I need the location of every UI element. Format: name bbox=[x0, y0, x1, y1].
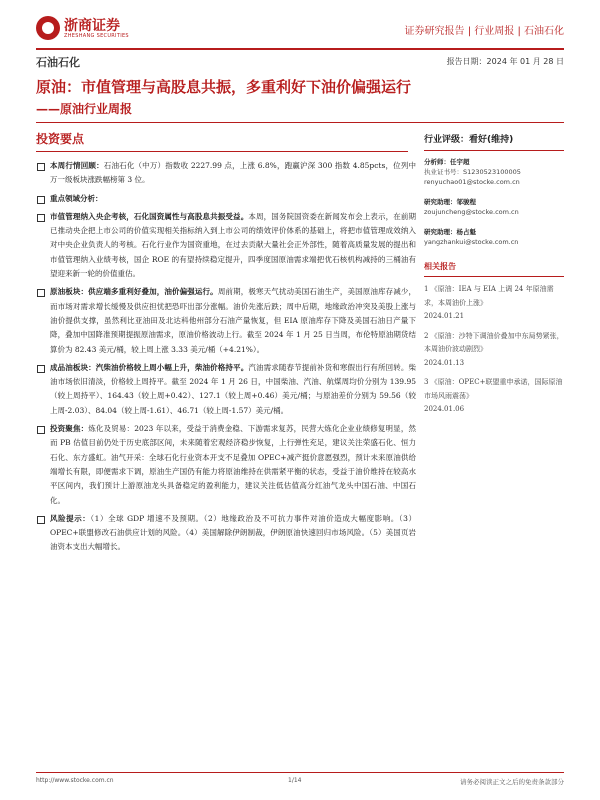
assistant-email[interactable]: yangzhankui@stocke.com.cn bbox=[424, 238, 519, 246]
analyst-email[interactable]: renyuchao01@stocke.com.cn bbox=[424, 178, 520, 186]
title-divider bbox=[36, 122, 564, 123]
logo-subtext: ZHESHANG SECURITIES bbox=[64, 33, 129, 39]
bullet-refined-oil bbox=[36, 361, 416, 418]
logo-icon bbox=[36, 16, 60, 40]
report-tags: 证券研究报告 | 行业周报 | 石油石化 bbox=[404, 26, 564, 37]
page-header bbox=[36, 14, 564, 44]
bullet-crude-oil bbox=[36, 285, 416, 356]
page-number: 1/14 bbox=[288, 777, 302, 784]
header-divider bbox=[36, 48, 564, 50]
related-report-title: 1 《原油：IEA 与 EIA 上调 24 年原油需求，本周油价上涨》 bbox=[424, 285, 554, 307]
bullet-lead: 投资聚焦： bbox=[50, 424, 89, 434]
bullet-lead: 成品油板块：汽柴油价格较上周小幅上升，柴油价格持平。 bbox=[50, 362, 249, 372]
related-report[interactable] bbox=[424, 376, 564, 417]
bullet-key-areas bbox=[36, 192, 416, 206]
related-report-title: 2 《原油：沙特下调油价叠加中东局势紧张，本周油价波动剧烈》 bbox=[424, 331, 564, 353]
bullet-text: 本周，国务院国资委在新闻发布会上表示，在前期已推动央企把上市公司的价值实现相关指标纳入到上市公司的绩效评价体系的基础上，将把市值管理成效纳入对中央企业负责人的考核。石化行业作为国资重地，在过去贡献大量社会正外部性，随着高质量发展的提出和市值管理纳入业绩考核，国企 ROE 的有望持续稳定提升，四季度国原油需求端把优石核机构减持的三桶油有望迎来新一轮的价值重估。 bbox=[50, 211, 417, 279]
bullet-text: 周前期，极寒天气扰动美国石油生产，美国原油库存减少，而市场对需求增长缓慢及供应担忧把恐吓出部分涨幅。油价先涨后跌；周中后期，地缘政治冲突及美股上涨与油价提供支撑，虽然利比亚油田及北达科他州部分石油产量恢复，但 EIA 原油库存下降及美国石油日产量下降，叠加中国降准预期提振原油需求，原油价格波动上行。截至 2024 年 1 月 25 日当周，布伦特原油期货结算价为 82.43 美元/桶，较上周上涨 3.33 美元/桶（+4.21%）。 bbox=[50, 287, 417, 354]
bullet-lead: 原油板块：供应端多重利好叠加，油价偏强运行。 bbox=[50, 287, 218, 297]
bullet-lead: 风险提示： bbox=[50, 513, 91, 523]
analyst-info bbox=[424, 157, 564, 247]
sector-label: 石油石化 bbox=[36, 56, 80, 69]
analyst-license: 执业证书号：S1230523100005 bbox=[424, 168, 521, 176]
analyst-name: 分析师：任宇超 bbox=[424, 158, 470, 166]
broker-logo bbox=[36, 14, 136, 44]
bullet-investment-focus bbox=[36, 422, 416, 508]
related-reports-title: 相关报告 bbox=[424, 261, 564, 277]
related-report-date: 2024.01.21 bbox=[424, 312, 465, 320]
assistant-name: 研究助理：杨占魁 bbox=[424, 228, 476, 236]
bullet-lead: 重点领域分析： bbox=[50, 193, 103, 203]
bullet-market-review bbox=[36, 159, 416, 188]
related-report-date: 2024.01.06 bbox=[424, 405, 465, 413]
main-column bbox=[36, 130, 416, 559]
related-report[interactable] bbox=[424, 283, 564, 324]
bullet-risk-warning bbox=[36, 512, 416, 555]
bullet-text: （1）全球 GDP 增速不及预期。（2）地缘政治及不可抗力事件对油价造成大幅度影响。（3）OPEC+联盟修改石油供应计划的风险。（4）美国解除伊朗制裁，伊朗原油快速回归市场风险。（5）美国页岩油资本支出大幅增长。 bbox=[50, 513, 416, 552]
footer-divider bbox=[36, 772, 564, 773]
bullet-lead: 市值管理纳入央企考核，石化国资属性与高股息共振受益。 bbox=[50, 211, 249, 221]
sidebar bbox=[424, 130, 564, 417]
related-report[interactable] bbox=[424, 330, 564, 371]
bullet-market-value bbox=[36, 210, 416, 281]
section-title: 投资要点 bbox=[36, 130, 408, 152]
bullet-text: 汽油需求随春节提前补货和寒假出行有所回转。柴油市场依旧清淡，价格较上周持平。截至 2024 年 1 月 26 日，中国柴油、汽油、航煤周均价分别为 139.95（较上周持平）、164.43（较上周+0.42）、127.1（较上周+0.46）美元/桶；与原油差价分别为 59.56（较上周-2.03）、84.04（较上周-1.61）、46.71（较上周-1.57）美元/桶。 bbox=[50, 362, 417, 415]
logo-text: 浙商证券 bbox=[64, 18, 120, 34]
bullet-text: 石油石化（中万）指数收 2227.99 点，上涨 6.8%，跑赢沪深 300 指数 4.85pcts，位列中万一级板块涨跌幅榜第 3 位。 bbox=[50, 161, 417, 185]
related-report-date: 2024.01.13 bbox=[424, 358, 465, 367]
report-date: 报告日期：2024 年 01 月 28 日 bbox=[446, 57, 564, 66]
disclaimer-note: 请务必阅读正文之后的免责条款部分 bbox=[460, 778, 564, 786]
report-subtitle: ——原油行业周报 bbox=[36, 102, 133, 116]
assistant-name: 研究助理：邹骏程 bbox=[424, 198, 476, 206]
bullet-lead: 本周行情回顾： bbox=[50, 161, 104, 170]
industry-rating: 行业评级：看好(维持) bbox=[424, 130, 564, 151]
report-title: 原油：市值管理与高股息共振，多重利好下油价偏强运行 bbox=[36, 78, 412, 96]
assistant-email[interactable]: zoujuncheng@stocke.com.cn bbox=[424, 208, 519, 216]
footer-url[interactable]: http://www.stocke.com.cn bbox=[36, 777, 114, 784]
bullet-text: 炼化及贸易：2023 年以来，受益于消费金稳、下游需求复苏，民营大炼化企业业绩修复明显，然而 PB 估值目前仍处于历史底部区间，未来随着宏观经济稳步恢复，上行弹性充足，建议关注荣盛石化、恒力石化、东方盛虹。油气开采：全球石化行业资本开支不足叠加 OPEC+减产挺价意愿强烈，预计未来原油供给端增长有限，即便需求下调，原油生产国仍有能力将原油维持在供需紧平衡的状态，受益于油价维持在较高水平区间内，我们预计上游原油龙头具备稳定的盈利能力，建议关注低估值高分红油气龙头中国石油、中国石化。 bbox=[50, 424, 416, 505]
related-report-title: 3 《原油：OPEC+联盟重申承诺，国际原油市场风雨震荡》 bbox=[424, 378, 563, 400]
